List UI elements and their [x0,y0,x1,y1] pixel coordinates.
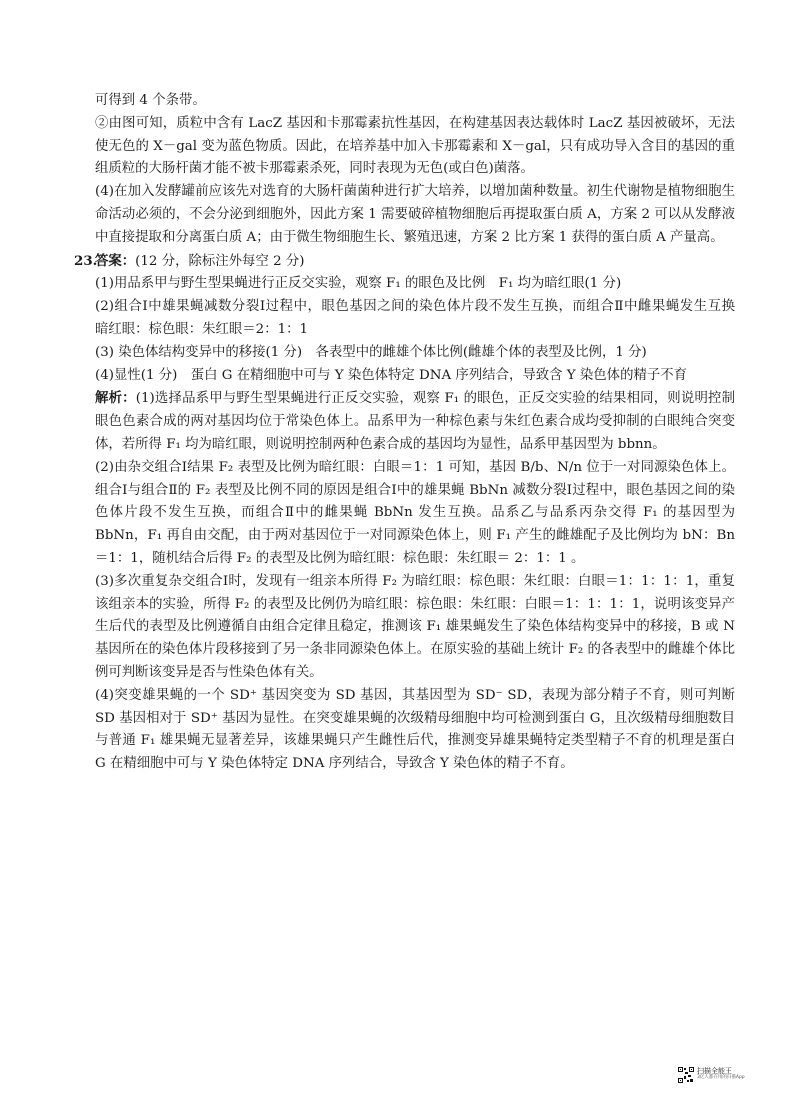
scanner-watermark [678,1067,758,1087]
analysis-text: (1)选择品系甲与野生型果蝇进行正反交实验，观察 F₁ 的眼色，正反交实验的结果相同，则说明控制眼色色素合成的两对基因均位于常染色体上。品系甲为一种棕色素与朱红色素合成均受抑制的白眼纯合突变体，若所得 F₁ 均为暗红眼，则说明控制两种色素合成的基因均为显性，品系甲基因型为 bbnn。 [95,391,736,452]
answer-note: (12 分，除标注外每空 2 分) [135,253,305,269]
analysis-paragraph [95,387,735,456]
text-paragraph: ②由图可知，质粒中含有 LacZ 基因和卡那霉素抗性基因，在构建基因表达载体时 LacZ 基因被破坏，无法使无色的 X－gal 变为蓝色物质。因此，在培养基中加入卡那霉素和 X－gal，只有成功导入含目的基因的重组质粒的大肠杆菌才能不被卡那霉素杀死，同时表现为无色(或白色)菌落。 [95,115,735,177]
text-line: 可得到 4 个条带。 [95,93,206,108]
analysis-paragraph: (3)多次重复杂交组合Ⅰ时，发现有一组亲本所得 F₂ 为暗红眼：棕色眼：朱红眼：白眼＝1：1：1：1，重复该组亲本的实验，所得 F₂ 的表型及比例仍为暗红眼：棕色眼：朱红眼：白眼＝1：1：1：1，说明该变异产生后代的表型及比例遵循自由组合定律且稳定，推测该 F₁ 雄果蝇发生了染色体结构变异中的移接，B 或 N 基因所在的染色体片段移接到了另一条非同源染色体上。在原实验的基础上统计 F₂ 的各表型中的雌雄个体比例可判断该变异是否与性染色体有关。 [95,573,735,680]
scanner-brand [697,1067,745,1081]
answer-item: (4)显性(1 分) 蛋白 G 在精细胞中可与 Y 染色体特定 DNA 序列结合，导致含 Y 染色体的精子不育 [95,367,688,383]
question-23 [74,250,749,776]
answer-item: (3) 染色体结构变异中的移接(1 分) 各表型中的雌雄个体比例(雌雄个体的表型及比例，1 分) [95,344,647,360]
answer-label: 答案： [95,252,136,269]
text-paragraph: (4)在加入发酵罐前应该先对选育的大肠杆菌菌种进行扩大培养，以增加菌种数量。初生代谢物是植物细胞生命活动必须的，不会分泌到细胞外，因此方案 1 需要破碎植物细胞后再提取蛋白质 A，方案 2 可以从发酵液中直接提取和分离蛋白质 A；由于微生物细胞生长、繁殖迅速，方案 2 比方案 1 获得的蛋白质 A 产量高。 [95,184,735,245]
analysis-paragraph: (4)突变雄果蝇的一个 SD⁺ 基因突变为 SD 基因，其基因型为 SD⁻ SD，表现为部分精子不育，则可判断 SD 基因相对于 SD⁺ 基因为显性。在突变雄果蝇的次级精母细胞中均可检测到蛋白 G，且次级精母细胞数目与普通 F₁ 雄果蝇无显著差异，该雄果蝇只产生雌性后代，推测变异雄果蝇特定类型精子不育的机理是蛋白 G 在精细胞中可与 Y 染色体特定 DNA 序列结合，导致含 Y 染色体的精子不育。 [95,687,735,772]
answer-header [74,250,735,274]
brand-tagline: 3亿人都在用的扫描App [697,1075,745,1080]
answer-item: (1)用品系甲与野生型果蝇进行正反交实验，观察 F₁ 的眼色及比例 F₁ 均为暗红眼(1 分) [95,276,622,292]
answer-content [74,90,749,776]
analysis-label: 解析： [95,390,136,407]
analysis-paragraph: (2)由杂交组合Ⅰ结果 F₂ 表型及比例为暗红眼：白眼＝1：1 可知，基因 B/b、N/n 位于一对同源染色体上。组合Ⅰ与组合Ⅱ的 F₂ 表型及比例不同的原因是组合Ⅰ中的雄果蝇 BbNn 减数分裂Ⅰ过程中，眼色基因之间的染色体片段不发生互换，而组合Ⅱ中的雌果蝇 BbNn 发生互换。品系乙与品系丙杂交得 F₁ 的基因型为 BbNn，F₁ 再自由交配，由于两对基因位于一对同源染色体上，则 F₁ 产生的雌雄配子及比例均为 bN：Bn＝1：1，随机结合后得 F₂ 的表型及比例为暗红眼：棕色眼：朱红眼＝ 2：1：1 。 [95,459,735,566]
answer-item: (2)组合Ⅰ中雄果蝇减数分裂Ⅰ过程中，眼色基因之间的染色体片段不发生互换，而组合Ⅱ中雌果蝇发生互换 暗红眼：棕色眼：朱红眼＝2：1：1 [95,299,749,337]
brand-name: 扫描全能王 [697,1067,732,1075]
qr-code-icon [678,1067,694,1083]
question-number: 23. [74,252,98,269]
